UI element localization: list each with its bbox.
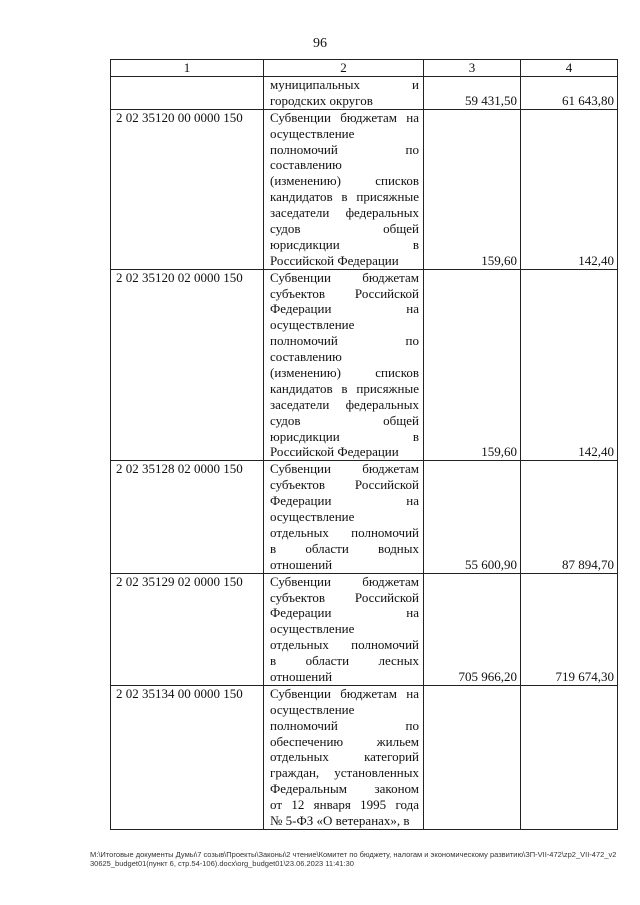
description-line: (изменению) списков (270, 173, 419, 189)
description-line: субъектов Российской (270, 589, 419, 605)
description-line: (изменению) списков (270, 365, 419, 381)
table-header-row (111, 60, 618, 77)
page-number: 96 (313, 36, 327, 51)
description-line: в области водных (270, 540, 419, 556)
description-line: юрисдикции в (270, 236, 419, 252)
description-line: составлению (270, 349, 342, 365)
description-line: Федерации на (270, 605, 419, 621)
description-line: осуществление (270, 621, 355, 637)
budget-code-cell: 2 02 35120 02 0000 150 (111, 269, 264, 461)
description-line: заседатели федеральных (270, 205, 419, 221)
description-cell (264, 77, 424, 110)
description-line: Субвенции бюджетам (270, 269, 419, 285)
table-row (111, 461, 618, 573)
table-row (111, 269, 618, 461)
description-line: кандидатов в присяжные (270, 189, 419, 205)
description-line: полномочий по (270, 717, 419, 733)
description-line: осуществление (270, 317, 355, 333)
table-row (111, 573, 618, 685)
table-row (111, 109, 618, 269)
description-line: Российской Федерации (270, 252, 399, 268)
budget-table (110, 59, 618, 830)
amount-col3-cell: 159,60 (424, 109, 521, 269)
description-line: от 12 января 1995 года (270, 797, 419, 813)
description-line: судов общей (270, 412, 419, 428)
description-line: городских округов (270, 92, 373, 108)
description-line: Субвенции бюджетам (270, 573, 419, 589)
description-cell (264, 109, 424, 269)
description-line: юрисдикции в (270, 428, 419, 444)
amount-col4-cell: 719 674,30 (521, 573, 618, 685)
description-line: полномочий по (270, 333, 419, 349)
description-cell (264, 269, 424, 461)
table-row (111, 685, 618, 829)
amount-col4-cell: 142,40 (521, 269, 618, 461)
budget-code-cell: 2 02 35134 00 0000 150 (111, 685, 264, 829)
description-line: субъектов Российской (270, 285, 419, 301)
description-line: Субвенции бюджетам (270, 461, 419, 477)
description-line: Субвенции бюджетам на (270, 109, 419, 125)
description-line: № 5-ФЗ «О ветеранах», в (270, 812, 410, 828)
column-header-4: 4 (521, 60, 618, 77)
amount-col3-cell: 59 431,50 (424, 77, 521, 110)
description-line: кандидатов в присяжные (270, 380, 419, 396)
description-line: отношений (270, 668, 333, 684)
description-line: отдельных категорий (270, 749, 419, 765)
description-line: отношений (270, 556, 333, 572)
description-line: Российской Федерации (270, 444, 399, 460)
description-line: Федерации на (270, 493, 419, 509)
description-cell (264, 685, 424, 829)
amount-col3-cell (424, 685, 521, 829)
description-line: составлению (270, 157, 342, 173)
description-line: Федерации на (270, 301, 419, 317)
description-line: субъектов Российской (270, 477, 419, 493)
description-line: осуществление (270, 701, 355, 717)
amount-col4-cell: 142,40 (521, 109, 618, 269)
description-line: судов общей (270, 221, 419, 237)
description-line: заседатели федеральных (270, 396, 419, 412)
amount-col4-cell (521, 685, 618, 829)
column-header-2: 2 (264, 60, 424, 77)
description-cell (264, 461, 424, 573)
amount-col3-cell: 159,60 (424, 269, 521, 461)
amount-col4-cell: 61 643,80 (521, 77, 618, 110)
description-line: в области лесных (270, 653, 419, 669)
amount-col4-cell: 87 894,70 (521, 461, 618, 573)
description-line: обеспечению жильем (270, 733, 419, 749)
budget-code-cell: 2 02 35120 00 0000 150 (111, 109, 264, 269)
description-line: полномочий по (270, 141, 419, 157)
budget-table-body (111, 60, 618, 830)
description-cell (264, 573, 424, 685)
description-line: осуществление (270, 509, 355, 525)
description-line: осуществление (270, 125, 355, 141)
budget-code-cell (111, 77, 264, 110)
column-header-3: 3 (424, 60, 521, 77)
column-header-1: 1 (111, 60, 264, 77)
budget-code-cell: 2 02 35128 02 0000 150 (111, 461, 264, 573)
table-row (111, 77, 618, 110)
description-line: Федеральным законом (270, 781, 419, 797)
amount-col3-cell: 55 600,90 (424, 461, 521, 573)
description-line: отдельных полномочий (270, 637, 419, 653)
amount-col3-cell: 705 966,20 (424, 573, 521, 685)
description-line: муниципальных и (270, 77, 419, 92)
description-line: отдельных полномочий (270, 524, 419, 540)
document-path-footer: M:\Итоговые документы Думы\7 созыв\Проекты\Законы\2 чтение\Комитет по бюджету, налогам и экономическому развитию\ЗП-VII-472\zp2_VII-472_v230625_budget01(пункт 6, стр.54-106).docx\org_budget01\23.06.2023 11:41:30 (90, 850, 617, 868)
description-line: Субвенции бюджетам на (270, 685, 419, 701)
description-line: граждан, установленных (270, 765, 419, 781)
budget-code-cell: 2 02 35129 02 0000 150 (111, 573, 264, 685)
